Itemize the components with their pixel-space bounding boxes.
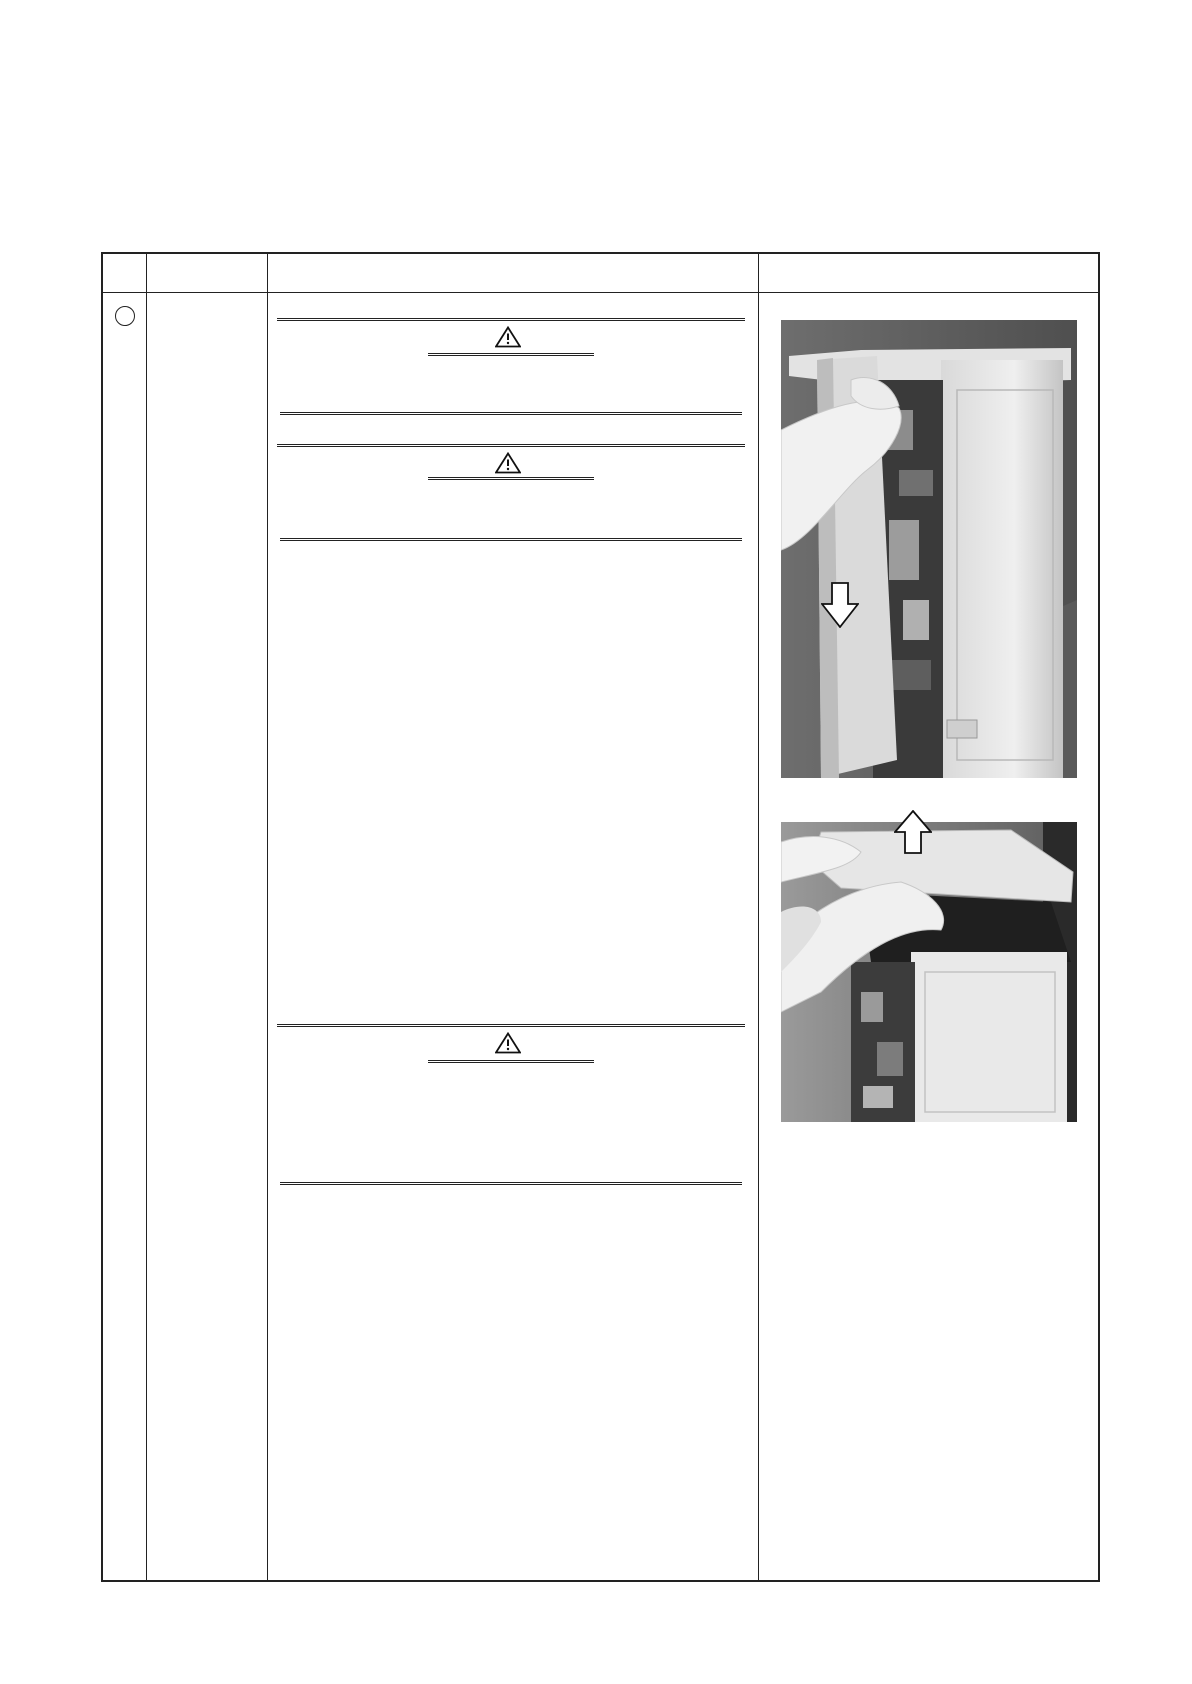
header-divider [103,292,1098,293]
caution-box [277,318,745,418]
header-no [103,254,146,292]
caution-heading-underline [428,1060,594,1065]
arrow-up-icon [894,810,932,859]
caution-top-rule [277,1024,745,1029]
warning-triangle-icon [495,335,521,352]
caution-top-rule [277,318,745,323]
column-divider [267,254,268,1580]
photo-top-cover-removal [781,822,1077,1122]
warning-triangle-icon [495,461,521,478]
warning-triangle-icon [495,1041,521,1058]
caution-heading [277,1032,745,1059]
arrow-down-icon [821,582,859,633]
column-divider [146,254,147,1580]
caution-heading [277,326,745,353]
caution-bottom-rule [280,538,742,543]
column-divider [758,254,759,1580]
caution-bottom-rule [280,1182,742,1187]
caution-bottom-rule [280,412,742,417]
caution-top-rule [277,444,745,449]
caution-box [277,444,745,544]
header-remarks [758,254,1098,292]
caution-box [277,1024,745,1184]
caution-heading-underline [428,353,594,358]
caution-heading [277,452,745,479]
header-part-name [146,254,267,292]
header-procedure [267,254,758,292]
step-number-circle [115,306,135,326]
caution-heading-underline [428,477,594,482]
photo-front-panel-removal [781,320,1077,778]
